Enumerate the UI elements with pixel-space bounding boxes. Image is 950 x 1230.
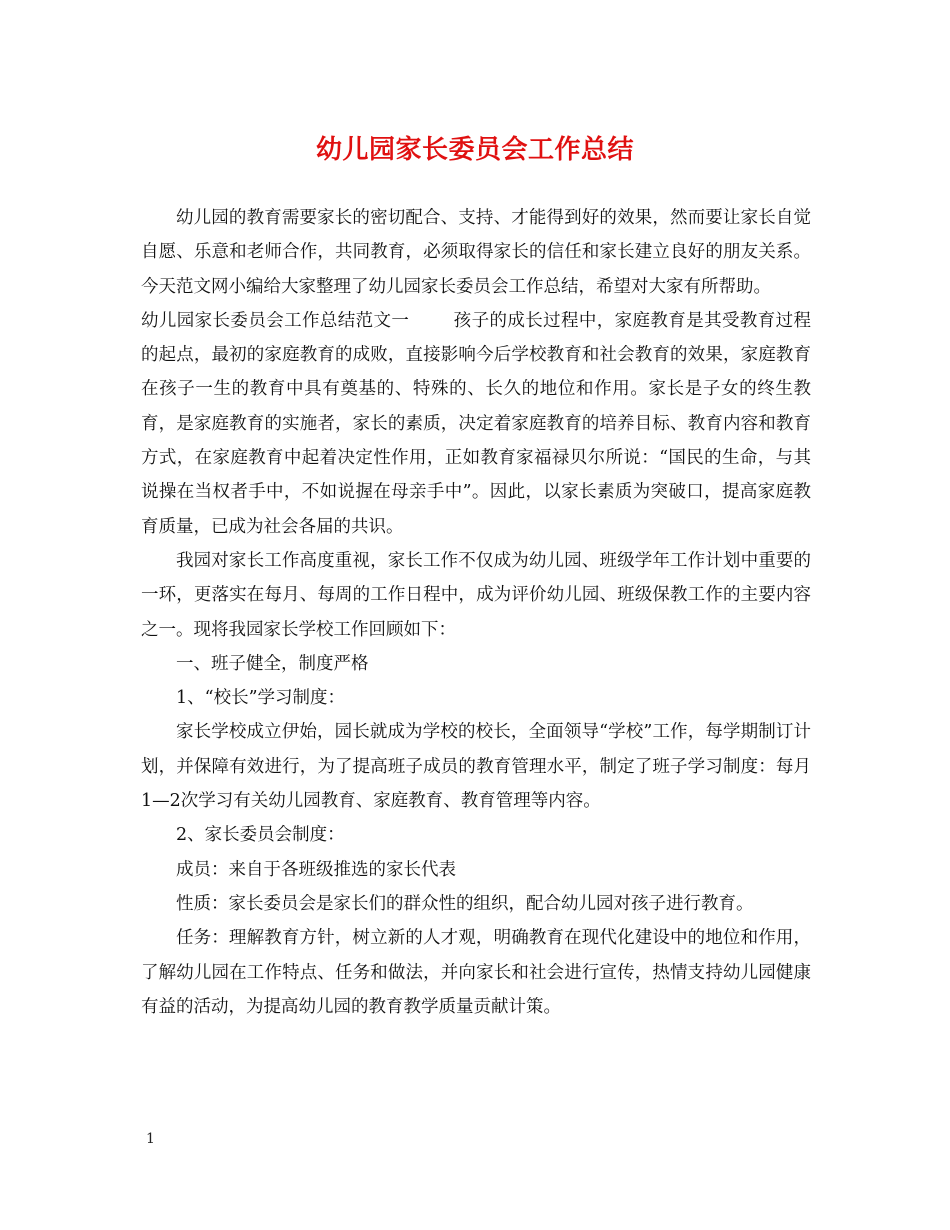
committee-tasks: 任务：理解教育方针，树立新的人才观，明确教育在现代化建设中的地位和作用，了解幼儿园在工作特点、任务和做法，并向家长和社会进行宣传，热情支持幼儿园健康有益的活动，为提高幼儿园的教育教学质量贡献计策。: [141, 928, 811, 1017]
committee-nature: 性质：家长委员会是家长们的群众性的组织，配合幼儿园对孩子进行教育。: [176, 893, 754, 914]
item-heading-1: 1、“校长”学习制度：: [176, 688, 346, 709]
sample-paragraph: [141, 304, 811, 544]
intro-paragraph: 幼儿园的教育需要家长的密切配合、支持、才能得到好的效果，然而要让家长自觉自愿、乐意和老师合作，共同教育，必须取得家长的信任和家长建立良好的朋友关系。今天范文网小编给大家整理了幼儿园家长委员会工作总结，希望对大家有所帮助。: [141, 208, 811, 297]
document-body: [141, 201, 811, 1024]
sample-text: 孩子的成长过程中，家庭教育是其受教育过程的起点，最初的家庭教育的成败，直接影响今后学校教育和社会教育的效果，家庭教育在孩子一生的教育中具有奠基的、特殊的、长久的地位和作用。家长是子女的终生教育，是家庭教育的实施者，家长的素质，决定着家庭教育的培养目标、教育内容和教育方式，在家庭教育中起着决定性作用，正如教育家福禄贝尔所说：“国民的生命，与其说操在当权者手中，不如说握在母亲手中”。因此，以家长素质为突破口，提高家庭教育质量，已成为社会各届的共识。: [141, 310, 812, 537]
work-overview-paragraph: 我园对家长工作高度重视，家长工作不仅成为幼儿园、班级学年工作计划中重要的一环，更落实在每月、每周的工作日程中，成为评价幼儿园、班级保教工作的主要内容之一。现将我园家长学校工作回顾如下：: [141, 550, 811, 640]
sample-heading: 幼儿园家长委员会工作总结范文一: [141, 310, 410, 331]
committee-members: 成员：来自于各班级推选的家长代表: [176, 859, 456, 880]
principal-study-paragraph: 家长学校成立伊始，园长就成为学校的校长，全面领导“学校”工作，每学期制订计划，并保障有效进行，为了提高班子成员的教育管理水平，制定了班子学习制度：每月1—2次学习有关幼儿园教育、家庭教育、教育管理等内容。: [141, 722, 811, 812]
document-title: 幼儿园家长委员会工作总结: [315, 135, 634, 165]
item-heading-2: 2、家长委员会制度：: [176, 825, 345, 846]
section-heading-1: 一、班子健全，制度严格: [176, 653, 369, 674]
page-number: 1: [146, 1131, 155, 1147]
